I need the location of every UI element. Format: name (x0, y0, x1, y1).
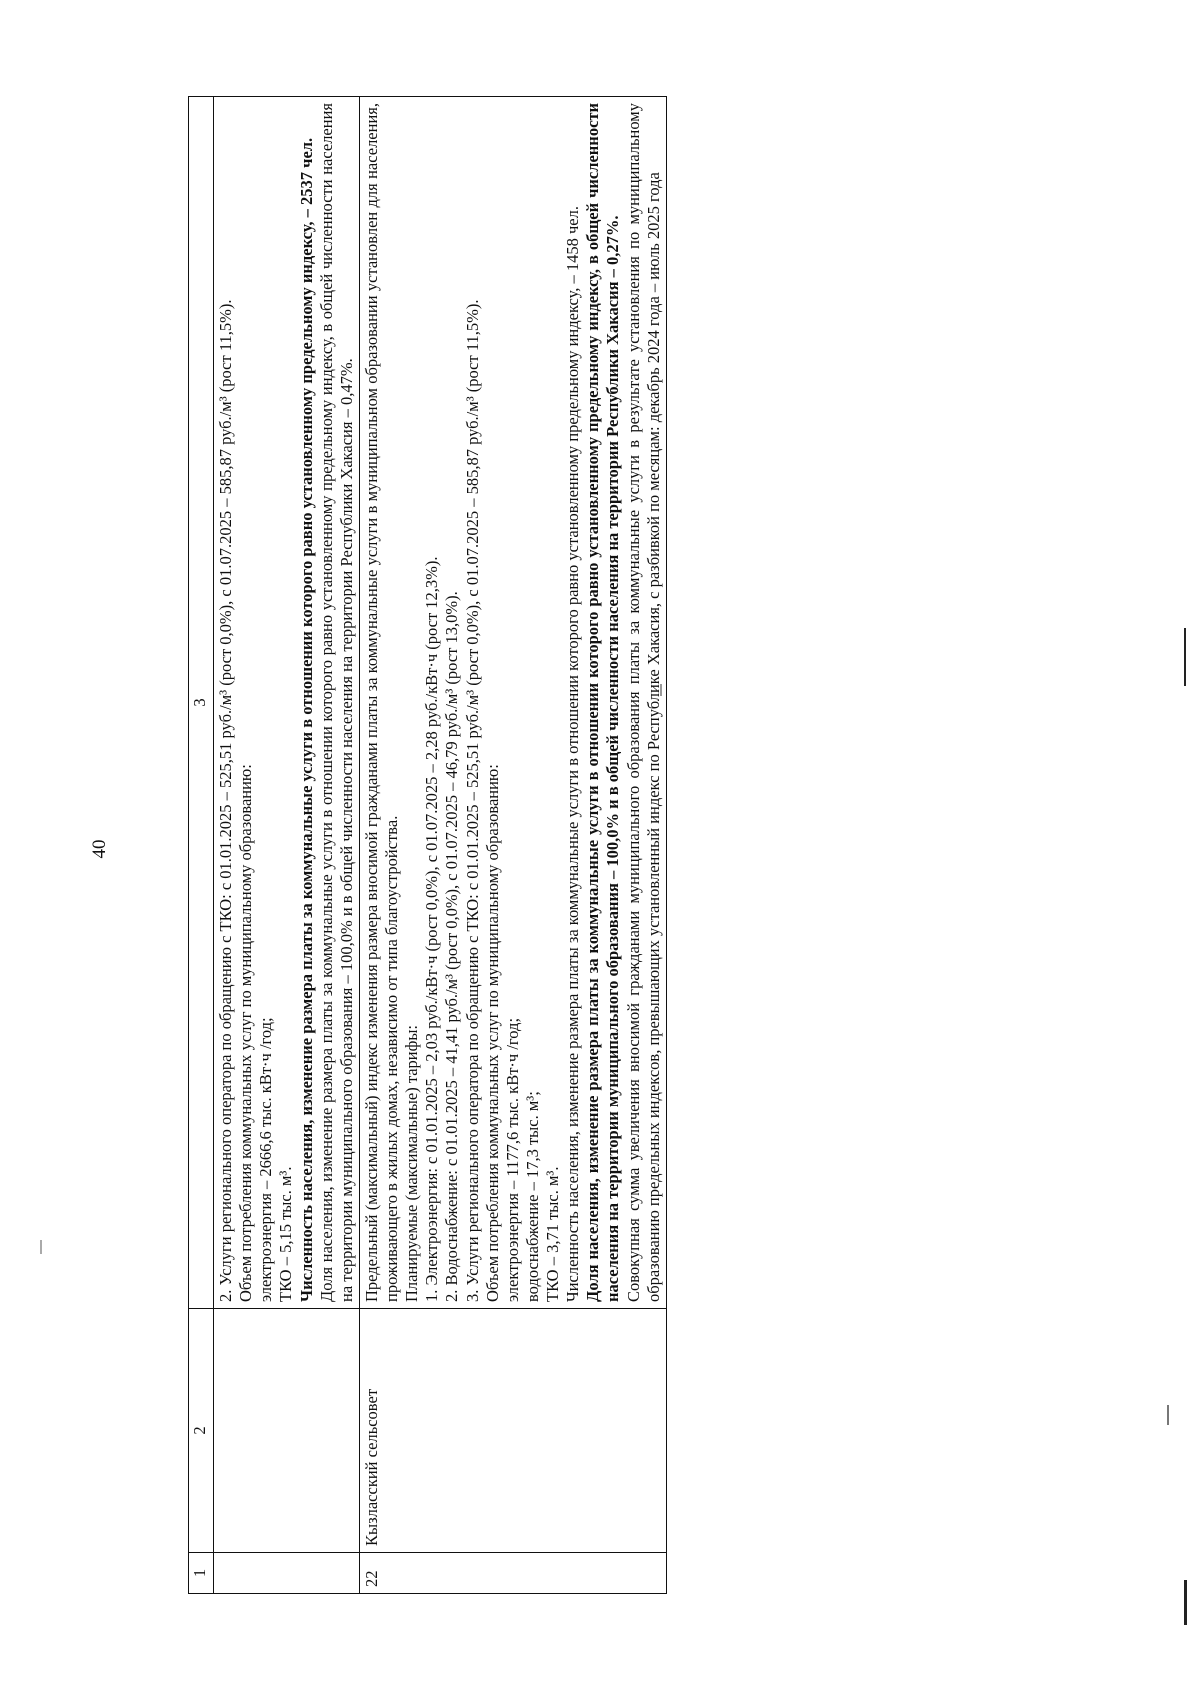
description-line: 2. Услуги регионального оператора по обращению с ТКО: с 01.01.2025 – 525,51 руб./м³ (рост 0,0%), с 01.07.2025 – 585,87 руб./м³ (рост 11,5%). (216, 299, 235, 1302)
description-line: 2. Водоснабжение: с 01.01.2025 – 41,41 руб./м³ (рост 0,0%), с 01.07.2025 – 46,79 руб./м³ (рост 13,0%). (442, 591, 462, 1302)
description-line: электроэнергия – 2666,6 тыс. кВт·ч /год; (256, 1017, 276, 1302)
table-header-row (189, 97, 214, 1594)
description-line: Совокупная сумма увеличения вносимой гражданами муниципального образования платы за коммунальные услуги в результате установления по муниципальному образованию предельных индексов, превышающих установленный индекс по Республике Хакасия, с разбивкой по месяцам: декабрь 2024 года – июль 2025 года (623, 103, 663, 1302)
description-line-bold: Доля населения, изменение размера платы за коммунальные услуги в отношении которого равно установленному предельному индексу, в общей численности населения на территории муниципального образования – 100,0% и в общей численности населения на территории Республики Хакасия – 0,27%. (583, 103, 623, 1302)
description-line: Доля населения, изменение размера платы за коммунальные услуги в отношении которого равно установленному предельному индексу, в общей численности населения на территории муниципального образования – 100,0% и в общей численности населения на территории Республики Хакасия – 0,47%. (316, 103, 356, 1302)
description-line: Предельный (максимальный) индекс изменения размера вносимой гражданами платы за коммунальные услуги в муниципальном образовании установлен для населения, проживающего в жилых домах, независимо от типа благоустройства. (361, 103, 401, 1302)
description-line: 1. Электроэнергия: с 01.01.2025 – 2,03 руб./кВт·ч (рост 0,0%), с 01.07.2025 – 2,28 руб./кВт·ч (рост 12,3%). (422, 556, 442, 1302)
page-number: 40 (89, 839, 110, 859)
scan-mark (1184, 1580, 1187, 1625)
description-line: Планируемые (максимальные) тарифы: (402, 1025, 422, 1302)
rotated-page-content (188, 96, 1070, 1594)
description-line: Объем потребления коммунальных услуг по муниципальному образованию: (236, 764, 256, 1302)
municipality-name (214, 1309, 360, 1553)
description-line: электроэнергия – 1177,6 тыс. кВт·ч /год; (502, 1017, 522, 1302)
table-row (359, 97, 666, 1594)
description-line: водоснабжение – 17,3 тыс. м³; (522, 1091, 542, 1302)
description-line: Объем потребления коммунальных услуг по муниципальному образованию: (482, 764, 502, 1302)
row-description (214, 97, 360, 1309)
document-table (188, 96, 667, 1594)
table-row (214, 97, 360, 1594)
scan-mark (1167, 1405, 1169, 1425)
description-line: Численность населения, изменение размера платы за коммунальные услуги в отношении которого равно установленному предельному индексу, – 1458 чел. (563, 206, 583, 1302)
municipality-name: Кызласский сельсовет (359, 1309, 666, 1553)
description-line: ТКО – 3,71 тыс. м³. (543, 1166, 562, 1302)
header-cell-2: 2 (189, 1309, 214, 1553)
row-number (214, 1553, 360, 1594)
row-number: 22 (359, 1553, 666, 1594)
header-cell-1: 1 (189, 1553, 214, 1594)
header-cell-3: 3 (189, 97, 214, 1309)
scan-mark (1184, 628, 1186, 686)
scan-mark (40, 1240, 42, 1254)
row-description (359, 97, 666, 1309)
description-line-bold: Численность населения, изменение размера платы за коммунальные услуги в отношении которого равно установленному предельному индексу, – 2537 чел. (296, 137, 316, 1302)
description-line: ТКО – 5,15 тыс. м³. (276, 1166, 296, 1302)
description-line: 3. Услуги регионального оператора по обращению с ТКО: с 01.01.2025 – 525,51 руб./м³ (рост 0,0%), с 01.07.2025 – 585,87 руб./м³ (рост 11,5%). (462, 299, 482, 1302)
